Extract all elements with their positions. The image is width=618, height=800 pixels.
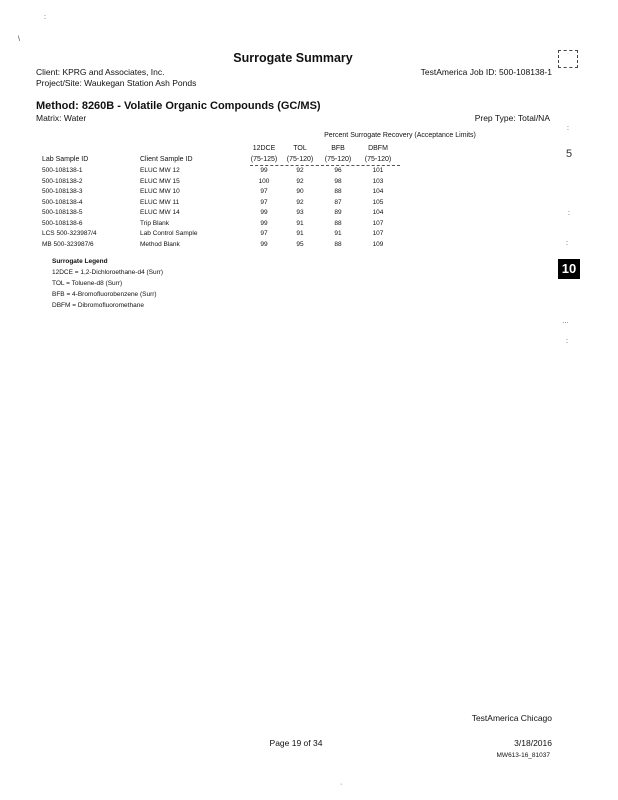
scan-mark: \ [18,36,20,43]
table-row-client-id: Trip Blank [140,219,170,227]
table-cell-bfb: 98 [334,177,342,185]
table-cell-12dce: 97 [260,188,268,195]
table-row-lab-id: LCS 500-323987/4 [42,230,97,237]
legend-item: 12DCE = 1,2-Dichloroethane-d4 (Surr) [52,269,164,276]
scan-mark: : [44,14,46,21]
table-cell-tol: 92 [296,177,304,185]
legend-title: Surrogate Legend [52,258,108,265]
table-row-lab-id: 500-108138-3 [42,188,83,195]
table-row-client-id: ELUC MW 10 [140,188,180,195]
scan-mark: · [340,781,343,788]
table-cell-tol: 91 [296,219,304,227]
table-row-lab-id: 500-108138-2 [42,177,83,185]
legend-item: DBFM = Dibromofluoromethane [52,302,144,309]
table-row-lab-id: 500-108138-1 [42,167,83,174]
table-row-lab-id: MB 500-323987/6 [42,240,94,248]
table-row-client-id: ELUC MW 12 [140,167,180,174]
job-id: TestAmerica Job ID: 500-108138-1 [420,67,552,77]
table-row-client-id: Lab Control Sample [140,230,198,237]
table-cell-12dce: 99 [260,240,268,248]
scan-mark: 5 [566,148,573,160]
table-cell-tol: 95 [296,240,304,248]
table-cell-bfb: 87 [334,198,342,206]
scan-mark: : [568,210,570,217]
table-cell-12dce: 99 [260,167,268,174]
table-cell-dbfm: 103 [372,177,384,185]
table-cell-dbfm: 107 [372,230,384,237]
table-row-client-id: ELUC MW 15 [140,177,180,185]
column-header-client-id: Client Sample ID [140,156,193,163]
table-cell-tol: 90 [296,188,304,195]
column-header-lab-id: Lab Sample ID [42,156,89,163]
scan-mark: : [566,240,568,247]
surrogate-header-limits: (75-120) [324,156,352,163]
surrogate-header-name: BFB [331,145,345,152]
table-cell-12dce: 100 [258,177,270,185]
recovery-group-header: Percent Surrogate Recovery (Acceptance Limits) [324,132,476,139]
table-cell-12dce: 97 [260,230,268,237]
header-rule [250,165,400,166]
matrix-line: Matrix: Water [36,113,87,123]
surrogate-header-name: 12DCE [252,145,276,152]
lab-name: TestAmerica Chicago [471,713,552,723]
table-cell-tol: 92 [296,167,304,174]
surrogate-header-name: DBFM [368,145,388,152]
table-row-lab-id: 500-108138-4 [42,198,83,206]
section-tab-badge: 10 [558,259,580,279]
table-cell-dbfm: 107 [372,219,384,227]
table-cell-tol: 93 [296,209,304,216]
scan-mark: : [566,338,568,345]
table-cell-12dce: 99 [260,219,268,227]
table-cell-bfb: 88 [334,219,342,227]
surrogate-header-limits: (75-120) [364,156,392,163]
document-code: MW613-16_81037 [496,752,550,759]
table-cell-12dce: 99 [260,209,268,216]
surrogate-header-limits: (75-120) [286,156,314,163]
table-cell-bfb: 88 [334,240,342,248]
table-row-client-id: ELUC MW 14 [140,209,180,216]
table-cell-12dce: 97 [260,198,268,206]
legend-item: BFB = 4-Bromofluorobenzene (Surr) [52,291,157,298]
page-title: Surrogate Summary [233,51,353,65]
table-row-client-id: Method Blank [140,240,180,248]
surrogate-header-limits: (75-125) [250,156,278,163]
page-number: Page 19 of 34 [269,738,323,748]
scan-mark: … [562,318,569,325]
table-cell-tol: 91 [296,230,304,237]
method-title: Method: 8260B - Volatile Organic Compounds (GC/MS) [36,100,321,112]
surrogate-header-name: TOL [293,145,307,152]
table-row-lab-id: 500-108138-6 [42,219,83,227]
table-cell-dbfm: 109 [372,240,384,248]
prep-type: Prep Type: Total/NA [474,113,550,123]
table-cell-bfb: 88 [334,188,342,195]
legend-item: TOL = Toluene-d8 (Surr) [52,280,123,287]
report-date: 3/18/2016 [514,738,552,748]
table-row-lab-id: 500-108138-5 [42,209,83,216]
table-cell-tol: 92 [296,198,304,206]
table-cell-dbfm: 105 [372,198,384,206]
table-row-client-id: ELUC MW 11 [140,198,180,206]
table-cell-dbfm: 101 [372,167,384,174]
table-cell-dbfm: 104 [372,188,384,195]
table-cell-bfb: 96 [334,167,342,174]
scan-mark: : [567,125,569,132]
client-line: Client: KPRG and Associates, Inc. [36,67,165,77]
table-cell-dbfm: 104 [372,209,384,216]
project-line: Project/Site: Waukegan Station Ash Ponds [36,78,197,88]
table-cell-bfb: 89 [334,209,342,216]
table-cell-bfb: 91 [334,230,342,237]
